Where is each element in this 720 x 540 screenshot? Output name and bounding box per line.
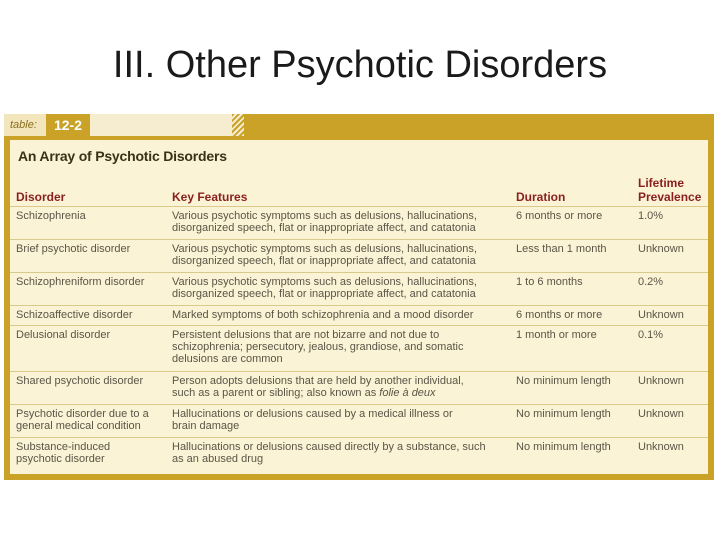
cell-disorder (16, 210, 166, 222)
cell-text: Hallucinations or delusions caused by a medical illness or (172, 408, 453, 420)
cell-disorder (16, 243, 166, 255)
cell-disorder (16, 329, 166, 341)
tab-stripes-decoration (232, 114, 244, 136)
cell-text-italic: folie à deux (379, 387, 436, 399)
table-row (10, 371, 708, 405)
cell-text: as an abused drug (172, 453, 264, 465)
cell-text: Delusional disorder (16, 329, 111, 341)
table-row (10, 404, 708, 438)
cell-text: Marked symptoms of both schizophrenia and a mood disorder (172, 309, 474, 321)
table-figure (4, 114, 714, 480)
cell-text: general medical condition (16, 420, 141, 432)
cell-text: delusions are common (172, 353, 283, 365)
cell-duration: No minimum length (516, 375, 611, 387)
cell-text: disorganized speech, flat or inappropriate affect, and catatonia (172, 288, 476, 300)
table-title: An Array of Psychotic Disorders (18, 148, 227, 164)
cell-text: psychotic disorder (16, 453, 105, 465)
cell-text: brain damage (172, 420, 240, 432)
cell-duration: 6 months or more (516, 210, 603, 222)
cell-text-prefix: such as a parent or sibling; also known as (172, 387, 380, 399)
cell-features (172, 441, 502, 465)
cell-text: Schizoaffective disorder (16, 309, 133, 321)
cell-prevalence: Unknown (638, 309, 684, 321)
cell-text: Various psychotic symptoms such as delusions, hallucinations, (172, 276, 477, 288)
table-number: 12-2 (46, 114, 90, 136)
cell-disorder (16, 309, 166, 321)
header-key-features: Key Features (172, 190, 248, 204)
table-row (10, 437, 708, 471)
cell-text: Person adopts delusions that are held by another individual, (172, 375, 464, 387)
cell-text: disorganized speech, flat or inappropriate affect, and catatonia (172, 222, 476, 234)
cell-text: Schizophrenia (16, 210, 86, 222)
cell-features (172, 276, 502, 300)
cell-text (172, 387, 502, 399)
table-row (10, 272, 708, 306)
table-row (10, 325, 708, 372)
header-prevalence-line1: Lifetime (638, 176, 685, 190)
cell-prevalence: 0.1% (638, 329, 664, 341)
table-row (10, 206, 708, 240)
cell-prevalence: Unknown (638, 408, 684, 420)
cell-text: Schizophreniform disorder (16, 276, 145, 288)
table-panel (10, 140, 708, 474)
header-prevalence-line2: Prevalence (638, 190, 702, 204)
table-tab-label: table: (4, 114, 46, 136)
cell-features (172, 309, 502, 321)
header-disorder: Disorder (16, 190, 66, 204)
cell-prevalence: 1.0% (638, 210, 664, 222)
table-row (10, 305, 708, 326)
cell-duration: Less than 1 month (516, 243, 607, 255)
table-tab-strip (4, 114, 244, 136)
table-row (10, 239, 708, 273)
cell-text: disorganized speech, flat or inappropriate affect, and catatonia (172, 255, 476, 267)
cell-prevalence: 0.2% (638, 276, 664, 288)
cell-text: Substance-induced (16, 441, 111, 453)
cell-prevalence: Unknown (638, 375, 684, 387)
cell-disorder (16, 441, 166, 465)
cell-prevalence: Unknown (638, 243, 684, 255)
cell-disorder (16, 276, 166, 288)
cell-duration: 1 to 6 months (516, 276, 583, 288)
cell-text: Various psychotic symptoms such as delusions, hallucinations, (172, 243, 477, 255)
cell-text: Shared psychotic disorder (16, 375, 144, 387)
cell-disorder (16, 408, 166, 432)
cell-text: Psychotic disorder due to a (16, 408, 149, 420)
cell-features (172, 375, 502, 399)
cell-features (172, 329, 502, 365)
cell-duration: No minimum length (516, 408, 611, 420)
cell-features (172, 243, 502, 267)
cell-text: Hallucinations or delusions caused directly by a substance, such (172, 441, 486, 453)
cell-text: schizophrenia; persecutory, jealous, grandiose, and somatic (172, 341, 464, 353)
cell-duration: 6 months or more (516, 309, 603, 321)
cell-disorder (16, 375, 166, 387)
header-duration: Duration (516, 190, 566, 204)
cell-features (172, 210, 502, 234)
cell-prevalence: Unknown (638, 441, 684, 453)
slide-title: III. Other Psychotic Disorders (112, 44, 608, 86)
cell-features (172, 408, 502, 432)
cell-text: Various psychotic symptoms such as delusions, hallucinations, (172, 210, 477, 222)
cell-text: Persistent delusions that are not bizarre and not due to (172, 329, 440, 341)
cell-duration: 1 month or more (516, 329, 597, 341)
cell-text: Brief psychotic disorder (16, 243, 131, 255)
cell-duration: No minimum length (516, 441, 611, 453)
